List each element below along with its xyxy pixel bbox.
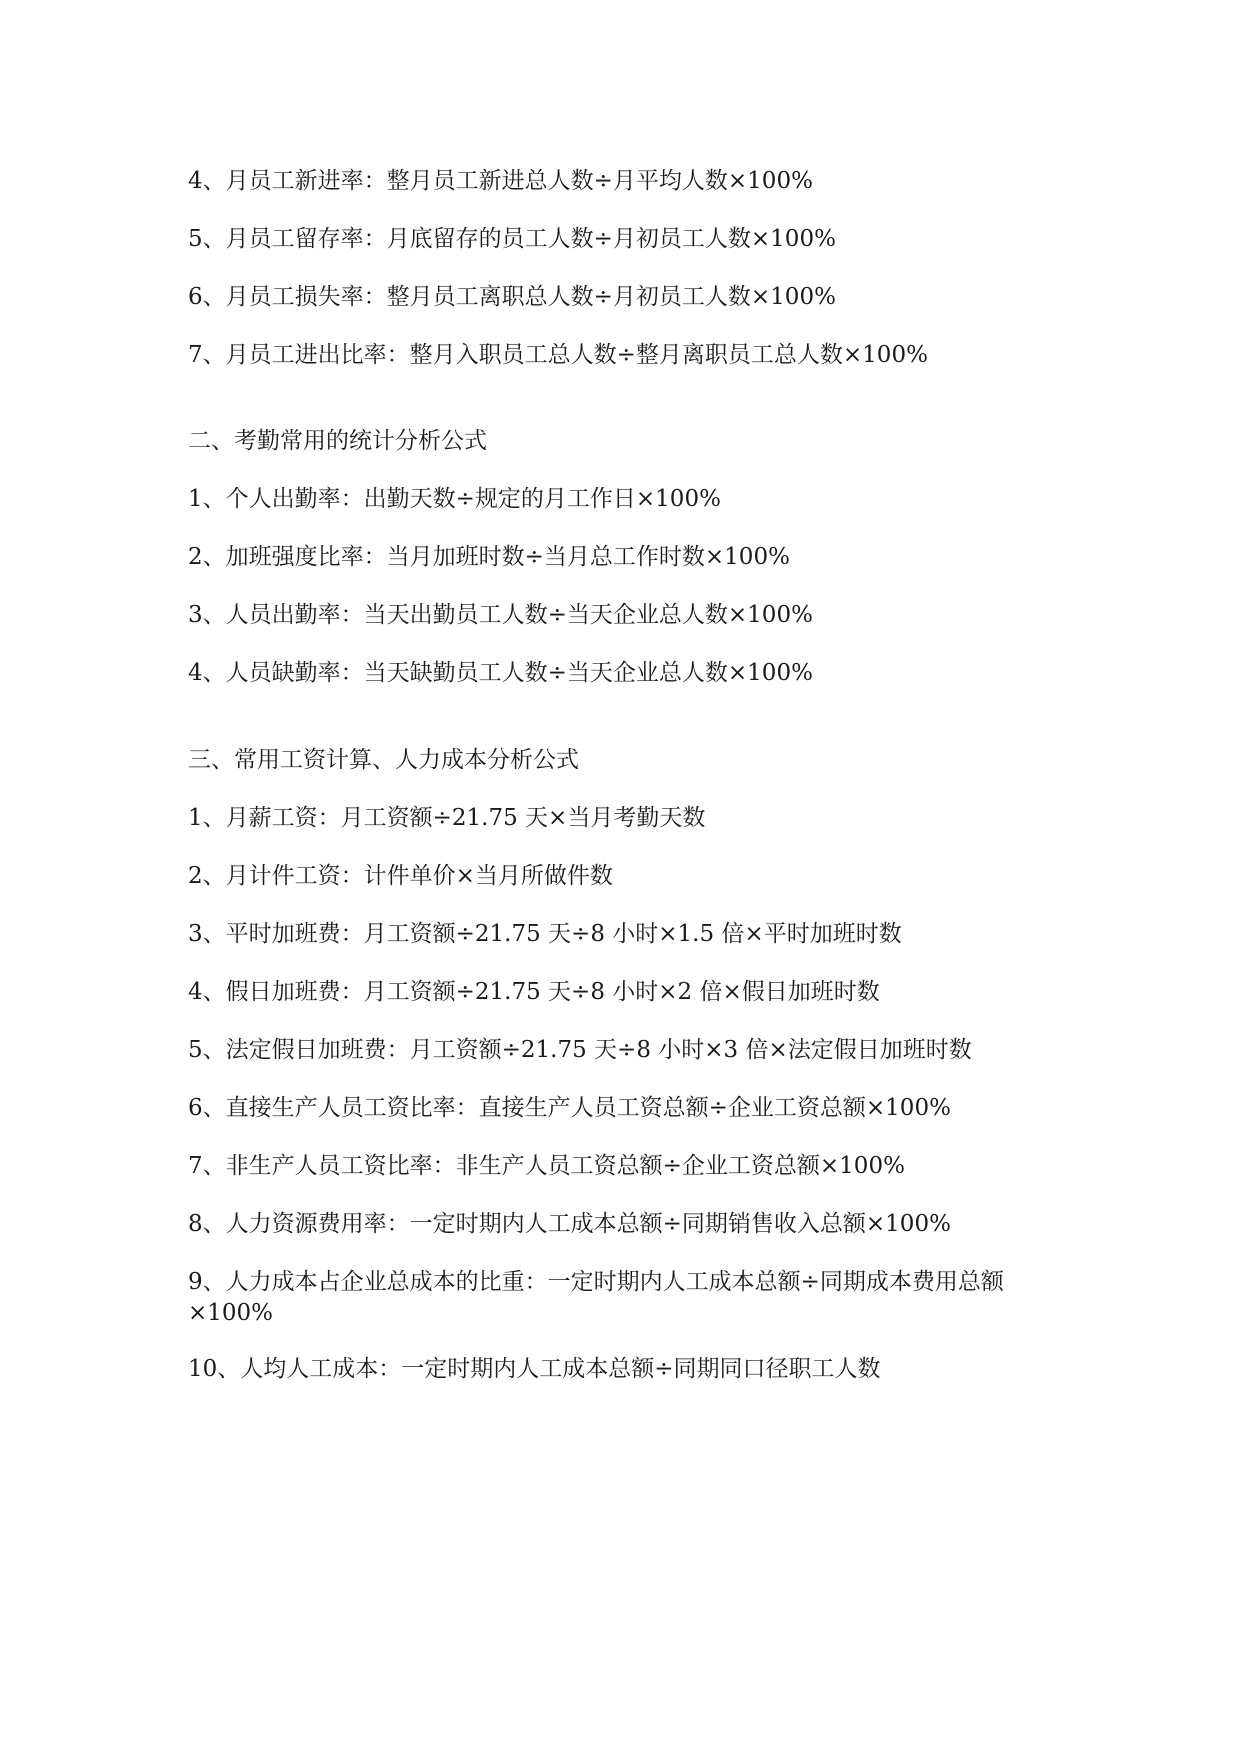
formula-line: 4、人员缺勤率：当天缺勤员工人数÷当天企业总人数×100% — [188, 660, 813, 686]
formula-line: 3、人员出勤率：当天出勤员工人数÷当天企业总人数×100% — [188, 602, 813, 628]
formula-line: 4、假日加班费：月工资额÷21.75 天÷8 小时×2 倍×假日加班时数 — [188, 979, 880, 1005]
section-heading: 二、考勤常用的统计分析公式 — [188, 428, 487, 454]
formula-line: 2、加班强度比率：当月加班时数÷当月总工作时数×100% — [188, 544, 790, 570]
formula-line: 5、月员工留存率：月底留存的员工人数÷月初员工人数×100% — [188, 226, 836, 252]
formula-line: 8、人力资源费用率：一定时期内人工成本总额÷同期销售收入总额×100% — [188, 1211, 951, 1237]
formula-line: 2、月计件工资：计件单价×当月所做件数 — [188, 863, 613, 889]
formula-line: 6、月员工损失率：整月员工离职总人数÷月初员工人数×100% — [188, 284, 836, 310]
formula-line: 5、法定假日加班费：月工资额÷21.75 天÷8 小时×3 倍×法定假日加班时数 — [188, 1037, 972, 1063]
section-heading: 三、常用工资计算、人力成本分析公式 — [188, 747, 579, 773]
formula-line: 6、直接生产人员工资比率：直接生产人员工资总额÷企业工资总额×100% — [188, 1095, 951, 1121]
formula-line: 10、人均人工成本：一定时期内人工成本总额÷同期同口径职工人数 — [188, 1356, 881, 1382]
formula-line: 3、平时加班费：月工资额÷21.75 天÷8 小时×1.5 倍×平时加班时数 — [188, 921, 902, 947]
formula-line: 1、月薪工资：月工资额÷21.75 天×当月考勤天数 — [188, 805, 706, 831]
formula-line: 7、非生产人员工资比率：非生产人员工资总额÷企业工资总额×100% — [188, 1153, 905, 1179]
formula-line: 9、人力成本占企业总成本的比重：一定时期内人工成本总额÷同期成本费用总额×100% — [188, 1269, 1004, 1326]
document-page — [188, 0, 1058, 1754]
formula-line: 7、月员工进出比率：整月入职员工总人数÷整月离职员工总人数×100% — [188, 342, 928, 368]
formula-line: 1、个人出勤率：出勤天数÷规定的月工作日×100% — [188, 486, 721, 512]
formula-line: 4、月员工新进率：整月员工新进总人数÷月平均人数×100% — [188, 168, 813, 194]
